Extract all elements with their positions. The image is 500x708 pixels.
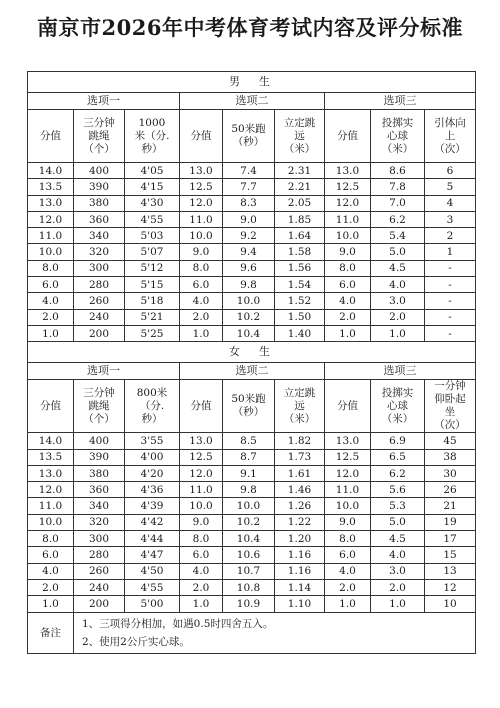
- table-cell: 12.5: [180, 179, 223, 195]
- table-cell: 13.0: [28, 195, 74, 211]
- table-cell: 1.50: [275, 309, 325, 325]
- table-row: [28, 228, 476, 244]
- table-row: [28, 293, 476, 309]
- table-cell: 10.0: [223, 293, 275, 309]
- table-cell: -: [425, 325, 476, 341]
- table-row: [28, 277, 476, 293]
- table-cell: 2.21: [275, 179, 325, 195]
- table-cell: 4.0: [371, 277, 425, 293]
- male-column-header: [28, 110, 74, 163]
- table-cell: 6.0: [325, 277, 371, 293]
- female-column-header: [371, 380, 425, 433]
- table-cell: 400: [74, 433, 125, 449]
- male-column-header: [275, 110, 325, 163]
- table-cell: 2.0: [28, 309, 74, 325]
- table-cell: 12.0: [28, 482, 74, 498]
- table-cell: 4.0: [325, 293, 371, 309]
- scoring-standard-table: [27, 71, 476, 654]
- male-column-header: [425, 110, 476, 163]
- table-cell: 4'15: [125, 179, 180, 195]
- table-cell: 26: [425, 482, 476, 498]
- table-cell: 280: [74, 277, 125, 293]
- table-cell: 9.0: [180, 244, 223, 260]
- table-row: [28, 563, 476, 579]
- table-cell: 4'00: [125, 449, 180, 465]
- female-column-header-text: 800米（分.秒）: [136, 386, 168, 425]
- table-cell: 5.4: [371, 228, 425, 244]
- male-section-label: 男 生: [28, 72, 476, 93]
- female-group-1: 选项一: [28, 363, 180, 380]
- table-cell: 9.4: [223, 244, 275, 260]
- table-cell: 1.14: [275, 579, 325, 595]
- table-cell: 9.2: [223, 228, 275, 244]
- table-cell: 1.16: [275, 547, 325, 563]
- table-cell: 8.6: [371, 163, 425, 179]
- table-cell: 9.0: [325, 244, 371, 260]
- table-cell: 5'12: [125, 260, 180, 276]
- table-cell: 380: [74, 195, 125, 211]
- table-cell: 7.8: [371, 179, 425, 195]
- table-cell: 10.0: [325, 498, 371, 514]
- female-group-3: 选项三: [325, 363, 476, 380]
- notes-label: 备注: [28, 612, 74, 653]
- table-cell: 6.0: [28, 277, 74, 293]
- table-cell: 17: [425, 531, 476, 547]
- table-cell: 380: [74, 465, 125, 481]
- table-cell: 12.5: [325, 449, 371, 465]
- table-cell: 11.0: [325, 211, 371, 227]
- female-header-row: [28, 380, 476, 433]
- female-group-row: [28, 363, 476, 380]
- table-cell: -: [425, 309, 476, 325]
- table-cell: 390: [74, 179, 125, 195]
- table-cell: 1.40: [275, 325, 325, 341]
- notes-row: [28, 612, 476, 653]
- table-cell: 4'30: [125, 195, 180, 211]
- table-cell: 12.0: [180, 465, 223, 481]
- male-group-row: [28, 93, 476, 110]
- table-cell: 1.0: [371, 325, 425, 341]
- table-row: [28, 325, 476, 341]
- table-row: [28, 514, 476, 530]
- table-cell: 2.0: [325, 579, 371, 595]
- table-cell: 2: [425, 228, 476, 244]
- table-cell: 2.05: [275, 195, 325, 211]
- table-cell: 30: [425, 465, 476, 481]
- table-cell: 6.9: [371, 433, 425, 449]
- male-column-header-text: 投掷实心球（米）: [381, 116, 414, 155]
- table-row: [28, 309, 476, 325]
- table-cell: 2.31: [275, 163, 325, 179]
- table-cell: 14.0: [28, 433, 74, 449]
- table-cell: 260: [74, 293, 125, 309]
- table-cell: 13.0: [325, 163, 371, 179]
- table-cell: 200: [74, 596, 125, 612]
- female-column-header: [325, 380, 371, 433]
- female-column-header-text: 投掷实心球（米）: [381, 386, 414, 425]
- table-cell: 13: [425, 563, 476, 579]
- table-cell: 45: [425, 433, 476, 449]
- table-cell: 5.6: [371, 482, 425, 498]
- table-cell: 8.5: [223, 433, 275, 449]
- table-cell: 13.0: [28, 465, 74, 481]
- table-cell: 10.0: [180, 228, 223, 244]
- table-row: [28, 244, 476, 260]
- table-cell: 4'42: [125, 514, 180, 530]
- table-cell: 9.8: [223, 277, 275, 293]
- table-cell: 9.0: [325, 514, 371, 530]
- table-cell: 2.0: [180, 579, 223, 595]
- table-cell: 10.0: [223, 498, 275, 514]
- table-cell: 8.0: [180, 531, 223, 547]
- note-line: 2、使用2公斤实心球。: [82, 635, 190, 648]
- male-column-header: [180, 110, 223, 163]
- table-cell: 2.0: [371, 579, 425, 595]
- table-cell: 10.4: [223, 531, 275, 547]
- table-cell: 4.0: [371, 547, 425, 563]
- female-column-header-text: 50米跑（秒）: [231, 393, 266, 419]
- table-cell: 5'21: [125, 309, 180, 325]
- table-cell: 240: [74, 309, 125, 325]
- table-cell: 8.0: [325, 260, 371, 276]
- male-column-header: [223, 110, 275, 163]
- male-column-header-text: 三分钟跳绳（个）: [83, 116, 115, 155]
- table-cell: 5'18: [125, 293, 180, 309]
- table-cell: 6.2: [371, 465, 425, 481]
- table-cell: 4: [425, 195, 476, 211]
- table-cell: 12.0: [325, 465, 371, 481]
- female-column-header: [275, 380, 325, 433]
- table-cell: 8.7: [223, 449, 275, 465]
- table-cell: 1.0: [180, 596, 223, 612]
- table-cell: 4.0: [180, 563, 223, 579]
- male-column-header-text: 立定跳远（米）: [283, 116, 316, 155]
- table-cell: 11.0: [180, 211, 223, 227]
- table-row: [28, 482, 476, 498]
- table-cell: 13.5: [28, 179, 74, 195]
- notes-content: [74, 612, 476, 653]
- table-cell: 7.0: [371, 195, 425, 211]
- table-cell: 11.0: [28, 498, 74, 514]
- table-cell: 6.2: [371, 211, 425, 227]
- male-column-header: [325, 110, 371, 163]
- table-cell: 5.0: [371, 514, 425, 530]
- table-row: [28, 433, 476, 449]
- table-cell: 4.5: [371, 531, 425, 547]
- table-cell: 4'05: [125, 163, 180, 179]
- table-row: [28, 498, 476, 514]
- female-column-header-text: 一分钟仰卧起坐（次）: [434, 380, 466, 432]
- table-cell: 3'55: [125, 433, 180, 449]
- table-cell: 280: [74, 547, 125, 563]
- table-cell: 3: [425, 211, 476, 227]
- table-cell: 240: [74, 579, 125, 595]
- female-column-header-text: 分值: [190, 399, 212, 412]
- table-cell: 10.2: [223, 514, 275, 530]
- table-cell: 2.0: [325, 309, 371, 325]
- table-cell: 2.0: [28, 579, 74, 595]
- table-cell: 4.0: [28, 293, 74, 309]
- male-group-3: 选项三: [325, 93, 476, 110]
- table-cell: 340: [74, 498, 125, 514]
- table-cell: 9.1: [223, 465, 275, 481]
- table-cell: 11.0: [28, 228, 74, 244]
- male-column-header-text: 1000米（分.秒）: [134, 116, 170, 155]
- table-cell: 13.0: [180, 433, 223, 449]
- table-cell: 1.26: [275, 498, 325, 514]
- table-cell: 6.0: [180, 547, 223, 563]
- table-cell: 13.5: [28, 449, 74, 465]
- table-cell: 9.0: [223, 211, 275, 227]
- table-cell: 4.0: [325, 563, 371, 579]
- table-cell: 360: [74, 211, 125, 227]
- table-cell: 300: [74, 531, 125, 547]
- female-section-label: 女 生: [28, 342, 476, 363]
- table-row: [28, 596, 476, 612]
- table-cell: 12.5: [325, 179, 371, 195]
- table-cell: 340: [74, 228, 125, 244]
- table-cell: 13.0: [180, 163, 223, 179]
- male-column-header: [371, 110, 425, 163]
- table-cell: 10.4: [223, 325, 275, 341]
- male-column-header-text: 50米跑（秒）: [231, 123, 266, 148]
- table-cell: 3.0: [371, 293, 425, 309]
- table-cell: 10.9: [223, 596, 275, 612]
- table-cell: 8.0: [325, 531, 371, 547]
- table-cell: 4'47: [125, 547, 180, 563]
- note-line: 1、三项得分相加，如遇0.5时四舍五入。: [82, 617, 274, 630]
- table-cell: 1.0: [28, 325, 74, 341]
- table-row: [28, 465, 476, 481]
- table-row: [28, 211, 476, 227]
- table-cell: 10.7: [223, 563, 275, 579]
- table-row: [28, 163, 476, 179]
- female-column-header: [223, 380, 275, 433]
- table-cell: -: [425, 277, 476, 293]
- table-cell: 11.0: [180, 482, 223, 498]
- female-column-header: [74, 380, 125, 433]
- table-cell: 4'39: [125, 498, 180, 514]
- table-cell: 1.73: [275, 449, 325, 465]
- table-cell: 6.0: [325, 547, 371, 563]
- table-cell: 6.0: [180, 277, 223, 293]
- table-cell: -: [425, 260, 476, 276]
- table-cell: 12: [425, 579, 476, 595]
- table-cell: 5'25: [125, 325, 180, 341]
- female-column-header-text: 分值: [337, 399, 358, 412]
- table-cell: 6: [425, 163, 476, 179]
- table-cell: 1.0: [325, 325, 371, 341]
- female-column-header: [125, 380, 180, 433]
- table-cell: 3.0: [371, 563, 425, 579]
- page-title: 南京市2026年中考体育考试内容及评分标准: [37, 15, 463, 40]
- table-row: [28, 531, 476, 547]
- male-group-2: 选项二: [180, 93, 325, 110]
- table-cell: 1.61: [275, 465, 325, 481]
- table-cell: 10.2: [223, 309, 275, 325]
- table-cell: 2.0: [180, 309, 223, 325]
- table-row: [28, 547, 476, 563]
- table-cell: 4'20: [125, 465, 180, 481]
- female-column-header: [425, 380, 476, 433]
- table-cell: 6.0: [28, 547, 74, 563]
- table-cell: 5'03: [125, 228, 180, 244]
- table-cell: 7.4: [223, 163, 275, 179]
- table-cell: 200: [74, 325, 125, 341]
- male-header-row: [28, 110, 476, 163]
- table-cell: 10.0: [180, 498, 223, 514]
- table-cell: 1.0: [371, 596, 425, 612]
- table-cell: 1.58: [275, 244, 325, 260]
- table-cell: 8.0: [28, 531, 74, 547]
- table-cell: 9.0: [180, 514, 223, 530]
- table-cell: 260: [74, 563, 125, 579]
- table-cell: 14.0: [28, 163, 74, 179]
- table-cell: 1.0: [325, 596, 371, 612]
- table-cell: 390: [74, 449, 125, 465]
- table-cell: 10.0: [28, 514, 74, 530]
- table-row: [28, 179, 476, 195]
- male-column-header-text: 分值: [190, 129, 212, 142]
- table-cell: 4.5: [371, 260, 425, 276]
- male-column-header-text: 分值: [40, 129, 61, 142]
- table-cell: 10.0: [325, 228, 371, 244]
- table-cell: 9.8: [223, 482, 275, 498]
- table-cell: 5: [425, 179, 476, 195]
- table-cell: 4'44: [125, 531, 180, 547]
- table-cell: 320: [74, 514, 125, 530]
- table-cell: 21: [425, 498, 476, 514]
- table-cell: 12.5: [180, 449, 223, 465]
- table-cell: 5'15: [125, 277, 180, 293]
- female-column-header-text: 立定跳远（米）: [283, 386, 316, 425]
- table-cell: 300: [74, 260, 125, 276]
- table-cell: 10.0: [28, 244, 74, 260]
- female-group-2: 选项二: [180, 363, 325, 380]
- table-cell: 4'55: [125, 579, 180, 595]
- male-column-header-text: 分值: [337, 129, 358, 142]
- table-cell: 5'00: [125, 596, 180, 612]
- table-cell: -: [425, 293, 476, 309]
- table-cell: 4'55: [125, 211, 180, 227]
- table-cell: 19: [425, 514, 476, 530]
- table-cell: 6.5: [371, 449, 425, 465]
- male-group-1: 选项一: [28, 93, 180, 110]
- table-cell: 1.56: [275, 260, 325, 276]
- table-cell: 1.16: [275, 563, 325, 579]
- male-section-row: [28, 72, 476, 93]
- table-cell: 1.46: [275, 482, 325, 498]
- table-cell: 4.0: [28, 563, 74, 579]
- table-row: [28, 260, 476, 276]
- table-cell: 8.3: [223, 195, 275, 211]
- table-cell: 4'36: [125, 482, 180, 498]
- table-cell: 1.85: [275, 211, 325, 227]
- male-column-header: [125, 110, 180, 163]
- table-cell: 1.54: [275, 277, 325, 293]
- table-cell: 1.0: [180, 325, 223, 341]
- table-cell: 1.64: [275, 228, 325, 244]
- table-cell: 400: [74, 163, 125, 179]
- table-cell: 5.0: [371, 244, 425, 260]
- table-cell: 4.0: [180, 293, 223, 309]
- table-cell: 1.0: [28, 596, 74, 612]
- table-cell: 38: [425, 449, 476, 465]
- female-column-header: [180, 380, 223, 433]
- table-cell: 2.0: [371, 309, 425, 325]
- table-cell: 12.0: [28, 211, 74, 227]
- female-column-header-text: 三分钟跳绳（个）: [83, 386, 115, 425]
- male-column-header-text: 引体向上（次）: [434, 116, 466, 155]
- female-section-row: [28, 342, 476, 363]
- table-cell: 5.3: [371, 498, 425, 514]
- male-column-header: [74, 110, 125, 163]
- table-cell: 1.52: [275, 293, 325, 309]
- table-cell: 1.82: [275, 433, 325, 449]
- table-cell: 5'07: [125, 244, 180, 260]
- table-cell: 8.0: [180, 260, 223, 276]
- table-cell: 9.6: [223, 260, 275, 276]
- female-column-header: [28, 380, 74, 433]
- table-cell: 1.10: [275, 596, 325, 612]
- table-cell: 12.0: [180, 195, 223, 211]
- table-cell: 4'50: [125, 563, 180, 579]
- table-cell: 1.20: [275, 531, 325, 547]
- female-column-header-text: 分值: [40, 399, 61, 412]
- table-cell: 1.22: [275, 514, 325, 530]
- table-cell: 12.0: [325, 195, 371, 211]
- table-cell: 10.6: [223, 547, 275, 563]
- table-cell: 7.7: [223, 179, 275, 195]
- table-row: [28, 579, 476, 595]
- table-row: [28, 449, 476, 465]
- table-cell: 11.0: [325, 482, 371, 498]
- table-cell: 10: [425, 596, 476, 612]
- table-row: [28, 195, 476, 211]
- table-cell: 8.0: [28, 260, 74, 276]
- table-cell: 360: [74, 482, 125, 498]
- table-cell: 13.0: [325, 433, 371, 449]
- table-cell: 1: [425, 244, 476, 260]
- table-cell: 10.8: [223, 579, 275, 595]
- table-cell: 15: [425, 547, 476, 563]
- table-cell: 320: [74, 244, 125, 260]
